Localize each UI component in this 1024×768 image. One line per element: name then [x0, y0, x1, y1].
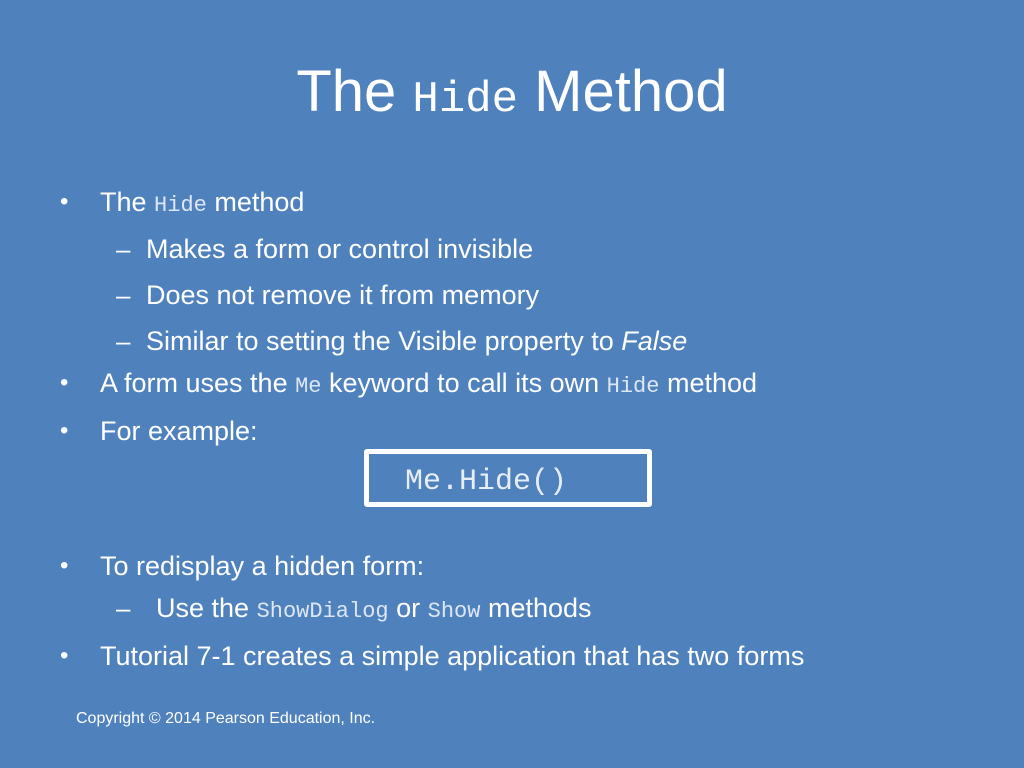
code-example-box: [364, 449, 652, 507]
slide-title: [0, 52, 1024, 140]
dash-icon: –: [116, 593, 131, 623]
dash-icon: –: [116, 280, 131, 310]
bullet-text: or: [396, 593, 421, 623]
bullet-text: The: [100, 187, 147, 217]
bullet-icon: •: [60, 369, 69, 396]
bullet-text: Use the: [156, 593, 250, 623]
code-example: Me.Hide(): [405, 465, 568, 499]
bullet-for-example: For example:: [100, 416, 258, 446]
inline-code: Hide: [606, 374, 660, 399]
inline-code: Hide: [154, 193, 207, 218]
copyright-footer: Copyright © 2014 Pearson Education, Inc.: [76, 710, 376, 727]
inline-code: Show: [427, 599, 481, 624]
dash-icon: –: [116, 326, 131, 356]
bullet-me-keyword: [100, 366, 757, 404]
bullet-hide-method: [100, 185, 304, 223]
bullet-icon: •: [60, 642, 69, 669]
bullet-text: Similar to setting the Visible property to: [146, 326, 614, 356]
title-prefix: The: [296, 59, 397, 124]
inline-code: ShowDialog: [256, 599, 389, 624]
bullet-tutorial: Tutorial 7-1 creates a simple application that has two forms: [100, 641, 805, 671]
bullet-icon: •: [60, 552, 69, 579]
bullet-icon: •: [60, 417, 69, 444]
dash-icon: –: [116, 234, 131, 264]
bullet-text: method: [214, 187, 305, 217]
sub-bullet-invisible: Makes a form or control invisible: [146, 234, 534, 264]
sub-bullet-show-methods: [156, 591, 592, 629]
sub-bullet-visible-property: [146, 324, 687, 358]
bullet-text: A form uses the: [100, 368, 288, 398]
bullet-text: keyword to call its own: [329, 368, 600, 398]
bullet-text: methods: [487, 593, 592, 623]
bullet-text: method: [666, 368, 758, 398]
sub-bullet-memory: Does not remove it from memory: [146, 280, 540, 310]
inline-code: Me: [295, 374, 322, 399]
italic-value: False: [621, 326, 688, 356]
bullet-redisplay: To redisplay a hidden form:: [100, 551, 425, 581]
bullet-icon: •: [60, 188, 69, 215]
title-suffix: Method: [534, 59, 728, 124]
title-code: Hide: [412, 75, 519, 125]
